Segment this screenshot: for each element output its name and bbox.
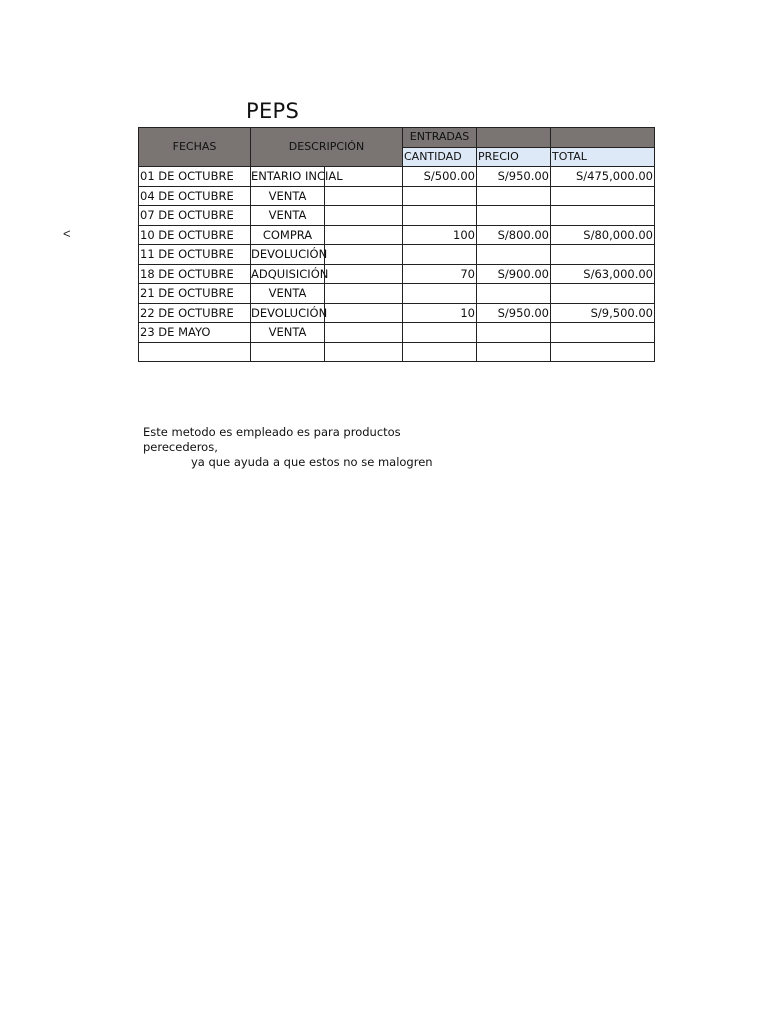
cell-fecha[interactable]: 21 DE OCTUBRE [139,284,251,304]
note-line-2: ya que ayuda a que estos no se malogren [191,455,433,469]
cell-descripcion[interactable] [251,225,325,245]
cell-precio[interactable] [477,323,551,343]
header-total: TOTAL [551,147,655,167]
cell-cantidad[interactable] [403,342,477,362]
cell-precio[interactable]: S/950.00 [477,167,551,187]
table-row [139,323,655,343]
cell-empty[interactable] [325,284,403,304]
cell-fecha[interactable] [139,342,251,362]
cell-fecha[interactable]: 23 DE MAYO [139,323,251,343]
cell-empty[interactable] [325,342,403,362]
cell-precio[interactable]: S/900.00 [477,264,551,284]
header-blank-2 [551,128,655,148]
cell-empty[interactable] [325,225,403,245]
descripcion-text: VENTA [268,208,307,222]
table-row [139,167,655,187]
cell-descripcion[interactable] [251,264,329,284]
descripcion-text: DEVOLUCIÓN [251,305,328,320]
table-row [139,206,655,226]
cell-cantidad[interactable]: S/500.00 [403,167,477,187]
table-row [139,186,655,206]
cell-precio[interactable] [477,342,551,362]
cell-total[interactable] [551,323,655,343]
cell-cantidad[interactable] [403,284,477,304]
header-row-1 [139,128,655,148]
table-row [139,303,655,323]
cell-descripcion[interactable] [251,284,325,304]
cell-fecha[interactable]: 18 DE OCTUBRE [139,264,251,284]
header-blank-1 [477,128,551,148]
cell-total[interactable]: S/80,000.00 [551,225,655,245]
peps-ledger-table [138,127,655,362]
cell-total[interactable] [551,206,655,226]
cell-empty[interactable] [325,206,403,226]
cell-empty[interactable] [325,323,403,343]
descripcion-text: ENTARIO INCIAL [251,169,343,183]
cell-cantidad[interactable] [403,206,477,226]
note-line-1: Este metodo es empleado es para productos perecederos, [143,425,401,454]
cell-fecha[interactable]: 11 DE OCTUBRE [139,245,251,265]
cell-descripcion[interactable] [251,303,328,323]
cell-descripcion[interactable] [251,342,325,362]
descripcion-text: DEVOLUCIÓN [251,247,328,261]
descripcion-text: VENTA [268,188,307,203]
cell-fecha[interactable]: 07 DE OCTUBRE [139,206,251,226]
table-row [139,245,655,265]
header-descripcion: DESCRIPCIÓN [251,128,403,167]
cell-cantidad[interactable]: 100 [403,225,477,245]
cell-total[interactable] [551,284,655,304]
cell-precio[interactable] [477,186,551,206]
table-row [139,342,655,362]
cell-fecha[interactable]: 10 DE OCTUBRE [139,225,251,245]
cell-precio[interactable] [477,206,551,226]
cell-empty[interactable] [325,303,403,323]
cell-descripcion[interactable] [251,323,325,343]
cell-fecha[interactable]: 04 DE OCTUBRE [139,186,251,206]
page-title: PEPS [246,99,300,123]
method-note [143,425,473,470]
table-row [139,264,655,284]
cell-fecha[interactable]: 01 DE OCTUBRE [139,167,251,187]
cell-descripcion[interactable] [251,167,343,187]
cell-total[interactable]: S/9,500.00 [551,303,655,323]
cell-cantidad[interactable]: 70 [403,264,477,284]
cell-cantidad[interactable] [403,245,477,265]
descripcion-text: VENTA [268,325,307,339]
cell-fecha[interactable]: 22 DE OCTUBRE [139,303,251,323]
cell-precio[interactable] [477,284,551,304]
cell-total[interactable]: S/475,000.00 [551,167,655,187]
cell-precio[interactable]: S/950.00 [477,303,551,323]
stray-character: < [63,226,71,241]
cell-cantidad[interactable] [403,323,477,343]
cell-descripcion[interactable] [251,206,325,226]
cell-total[interactable] [551,342,655,362]
table-row [139,284,655,304]
descripcion-text: COMPRA [262,227,313,242]
header-precio: PRECIO [477,147,551,167]
header-entradas: ENTRADAS [403,128,477,148]
cell-empty[interactable] [325,245,403,265]
cell-total[interactable]: S/63,000.00 [551,264,655,284]
cell-precio[interactable]: S/800.00 [477,225,551,245]
descripcion-text: ADQUISICIÓN [251,266,329,281]
cell-cantidad[interactable]: 10 [403,303,477,323]
header-fechas: FECHAS [139,128,251,167]
cell-empty[interactable] [325,186,403,206]
descripcion-text: VENTA [268,286,307,300]
cell-descripcion[interactable] [251,186,325,206]
cell-total[interactable] [551,186,655,206]
table-row [139,225,655,245]
cell-precio[interactable] [477,245,551,265]
cell-cantidad[interactable] [403,186,477,206]
cell-total[interactable] [551,245,655,265]
cell-descripcion[interactable] [251,245,328,265]
header-cantidad: CANTIDAD [403,147,477,167]
cell-empty[interactable] [325,264,403,284]
